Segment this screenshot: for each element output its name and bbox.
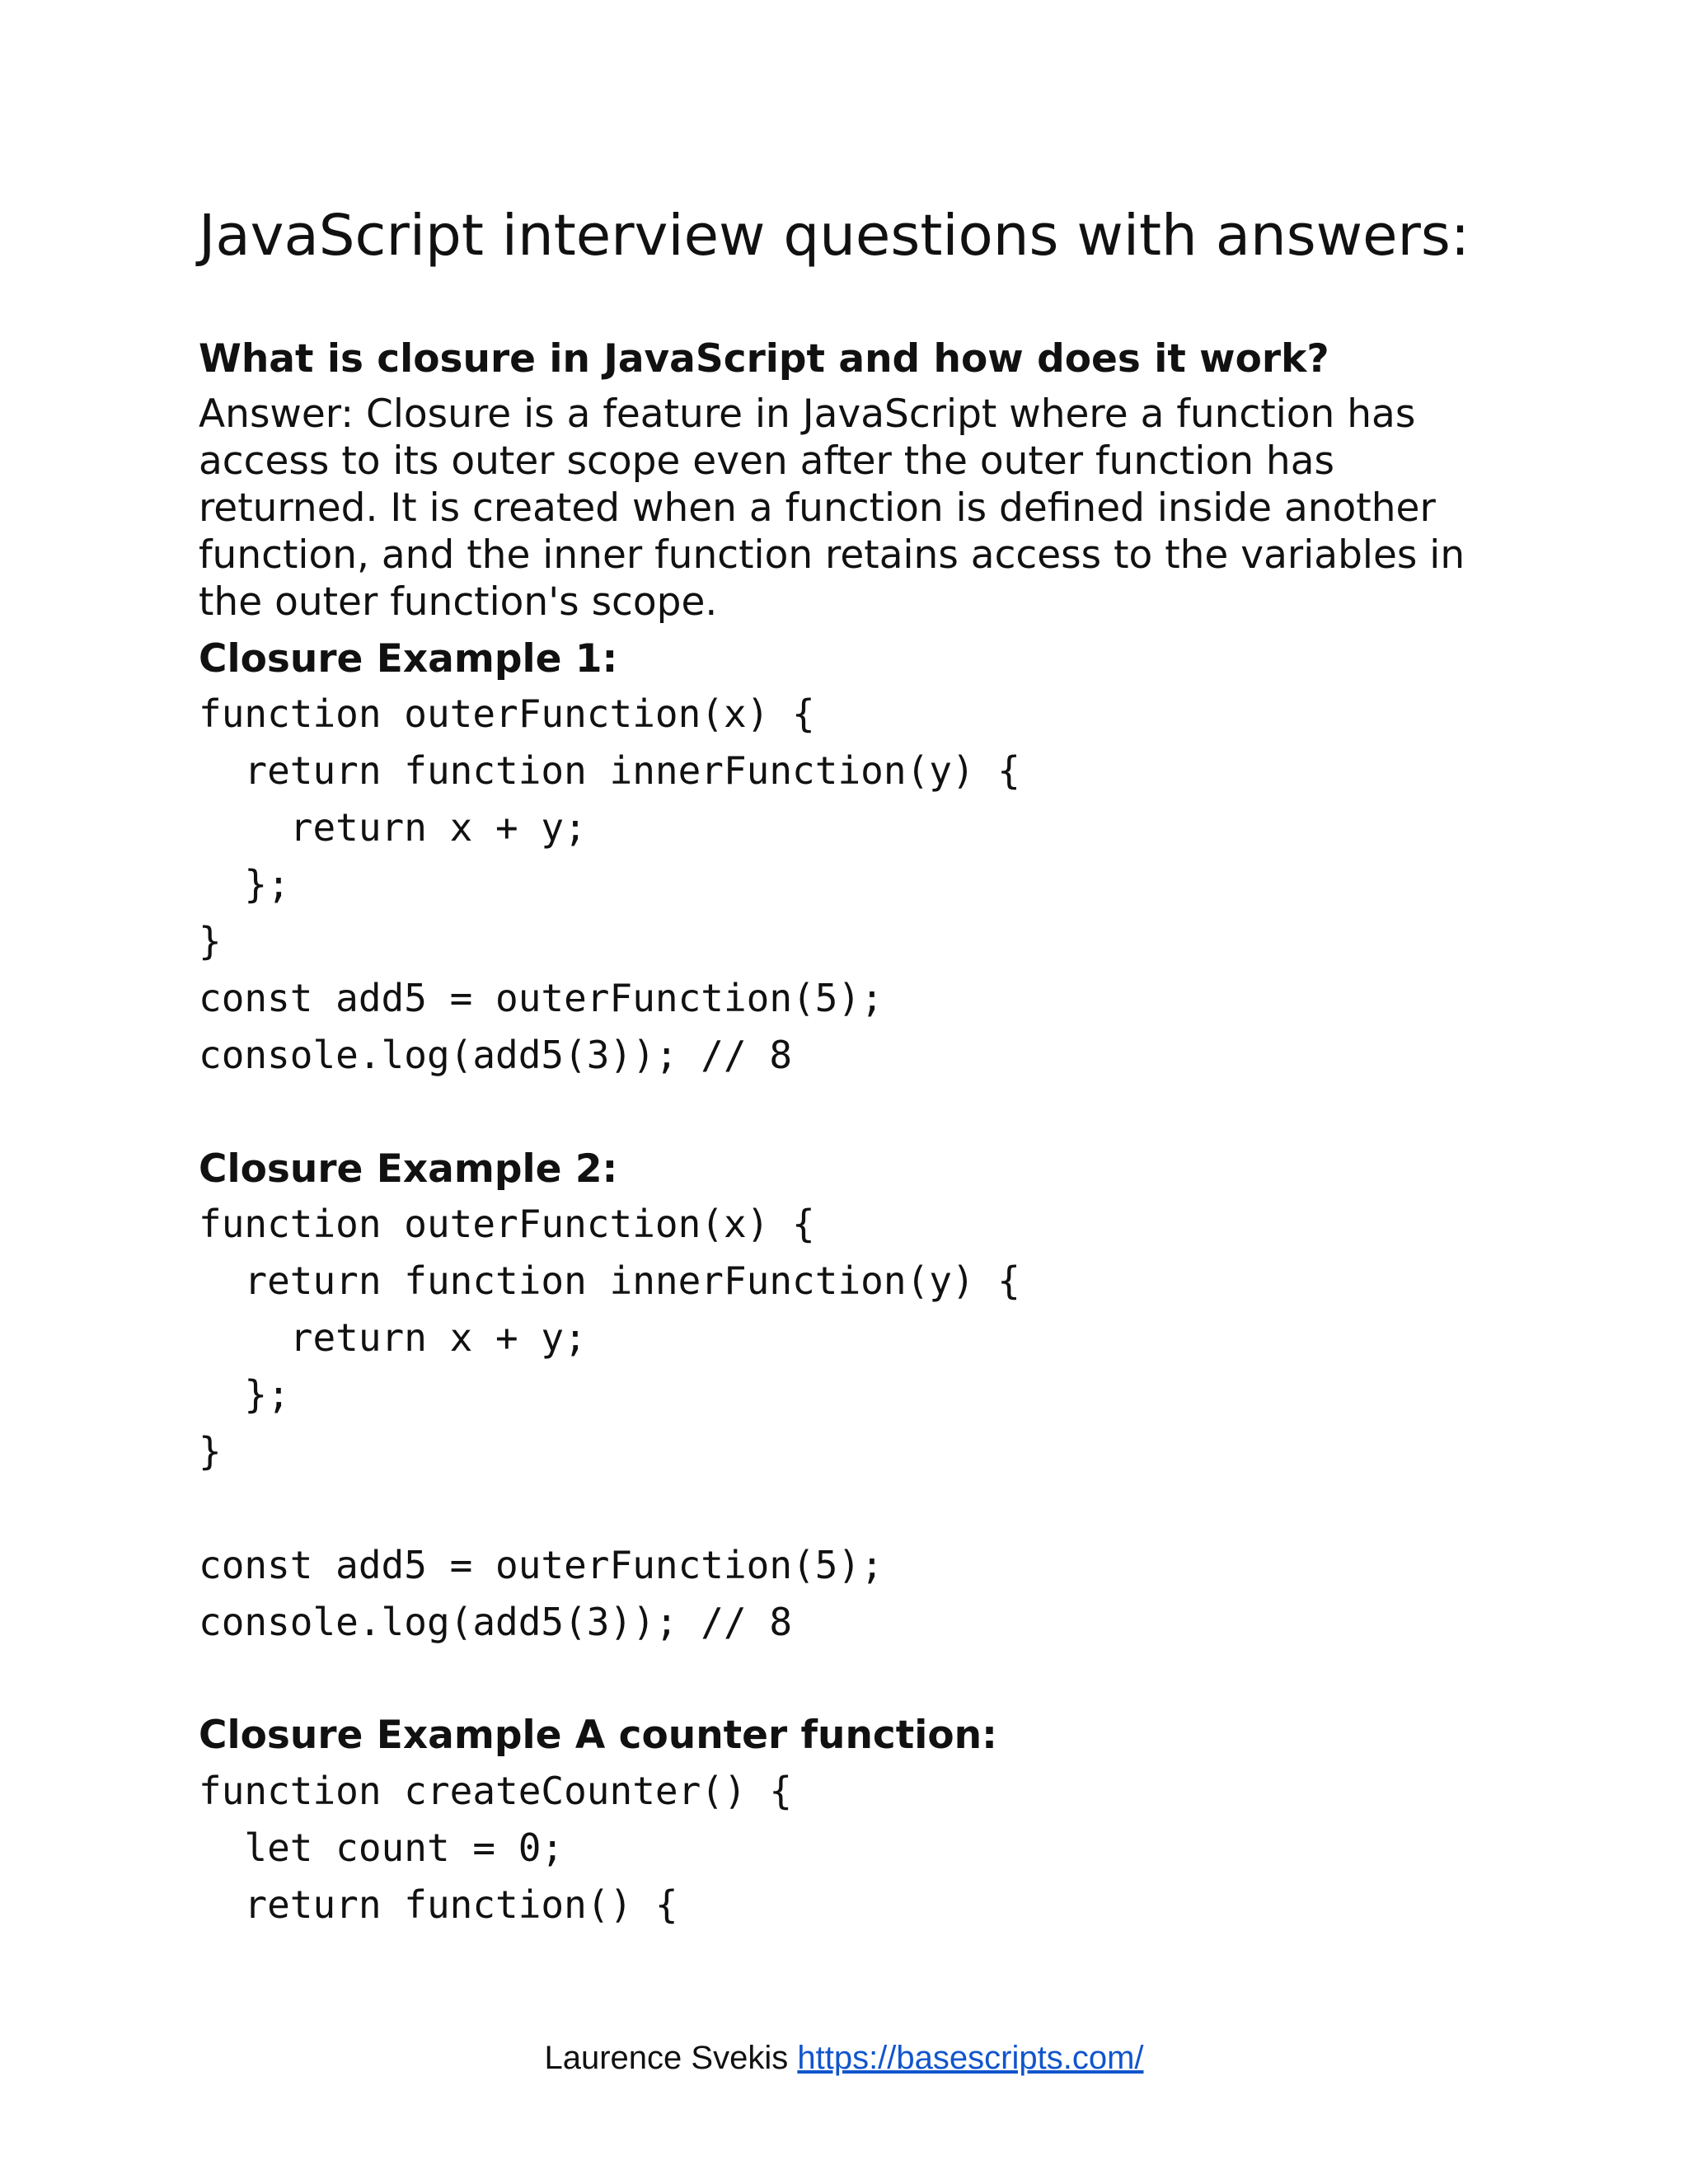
code-line: return function() { [199, 1882, 678, 1927]
page-title: JavaScript interview questions with answers: [199, 203, 1470, 269]
code-line: function outerFunction(x) { [199, 1202, 815, 1246]
answer-line: the outer function's scope. [199, 579, 718, 625]
answer-paragraph [199, 391, 1509, 626]
example-3-heading: Closure Example A counter function: [199, 1713, 997, 1758]
answer-line: Answer: Closure is a feature in JavaScript where a function has [199, 391, 1416, 437]
code-line: let count = 0; [199, 1825, 565, 1870]
example-2-heading: Closure Example 2: [199, 1146, 618, 1192]
footer-author: Laurence Svekis [544, 2040, 789, 2076]
answer-line: function, and the inner function retains access to the variables in [199, 532, 1465, 578]
page-footer [0, 2040, 1688, 2077]
code-line: }; [199, 1372, 290, 1417]
code-line: function outerFunction(x) { [199, 691, 815, 736]
code-line: return x + y; [199, 1315, 587, 1360]
code-line: }; [199, 862, 290, 907]
example-1-heading: Closure Example 1: [199, 636, 618, 682]
example-2-code-block [199, 1196, 1020, 1651]
code-line: return function innerFunction(y) { [199, 1258, 1020, 1303]
answer-line: access to its outer scope even after the outer function has [199, 438, 1335, 484]
example-3-code-block [199, 1763, 792, 1933]
answer-line: returned. It is created when a function is defined inside another [199, 485, 1436, 531]
code-line: function createCounter() { [199, 1769, 793, 1813]
code-line: } [199, 919, 222, 963]
code-line: } [199, 1429, 222, 1474]
code-line [199, 1480, 1020, 1537]
example-1-code-block [199, 686, 1020, 1084]
code-line: return x + y; [199, 805, 587, 850]
question-heading: What is closure in JavaScript and how does it work? [199, 336, 1329, 382]
code-line: const add5 = outerFunction(5); [199, 976, 884, 1020]
code-line: console.log(add5(3)); // 8 [199, 1600, 793, 1644]
code-line: return function innerFunction(y) { [199, 748, 1020, 793]
code-line: console.log(add5(3)); // 8 [199, 1033, 793, 1077]
code-line: const add5 = outerFunction(5); [199, 1543, 884, 1587]
footer-link[interactable]: https://basescripts.com/ [797, 2040, 1144, 2076]
